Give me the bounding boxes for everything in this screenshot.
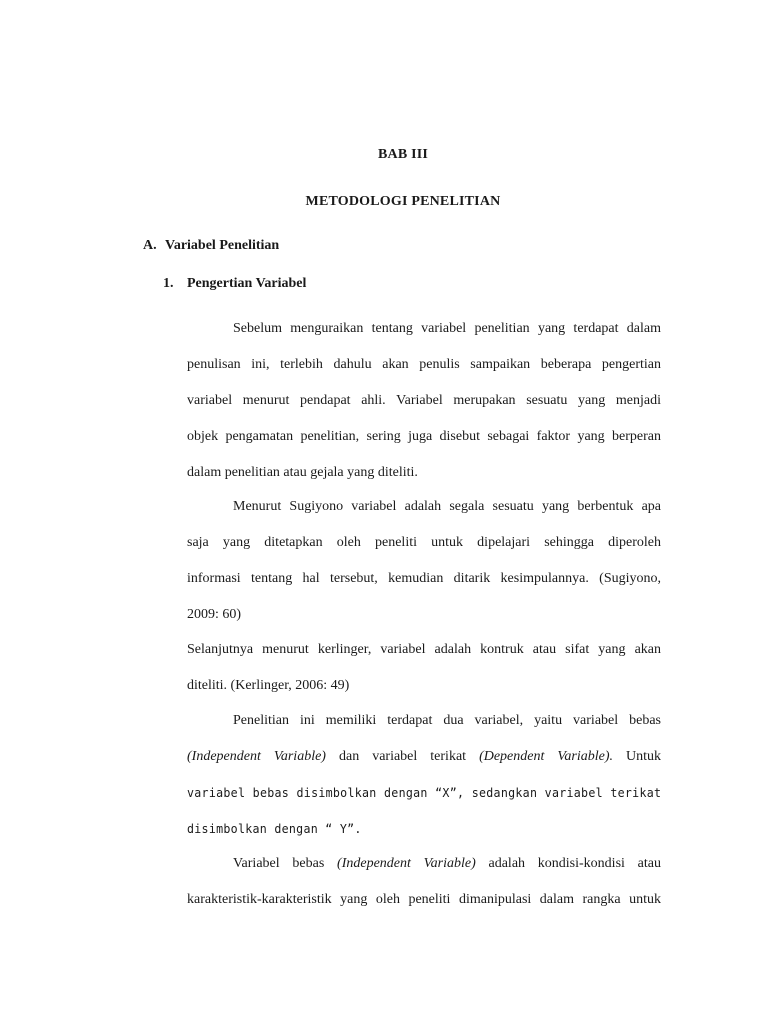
section-marker: A. (143, 238, 157, 253)
italic-term: (Dependent Variable). (479, 749, 613, 764)
chapter-heading: BAB III (377, 147, 429, 162)
text-line: Sebelum menguraikan tentang variabel penelitian yang terdapat dalam (233, 321, 661, 336)
italic-term: (Independent Variable) (337, 856, 476, 871)
text-line: informasi tentang hal tersebut, kemudian ditarik kesimpulannya. (Sugiyono, (187, 571, 661, 586)
section-heading-a (143, 238, 279, 254)
subsection-marker: 1. (163, 276, 174, 291)
text-line: variabel bebas disimbolkan dengan “X”, sedangkan variabel terikat (187, 785, 662, 800)
text-line: saja yang ditetapkan oleh peneliti untuk dipelajari sehingga diperoleh (187, 535, 661, 550)
text-line: dalam penelitian atau gejala yang diteliti. (187, 465, 418, 480)
text-line: objek pengamatan penelitian, sering juga disebut sebagai faktor yang berperan (187, 429, 661, 444)
subsection-heading-1 (163, 276, 306, 292)
text-line: diteliti. (Kerlinger, 2006: 49) (187, 678, 350, 693)
paragraph-1 (187, 320, 661, 500)
text-line: Menurut Sugiyono variabel adalah segala sesuatu yang berbentuk apa (233, 499, 661, 514)
text-segment: Untuk (612, 749, 661, 764)
text-line: 2009: 60) (187, 607, 242, 622)
italic-term: (Independent Variable) (187, 749, 326, 764)
text-line: variabel menurut pendapat ahli. Variabel merupakan sesuatu yang menjadi (187, 393, 661, 408)
section-title: Variabel Penelitian (165, 238, 280, 253)
text-segment: Variabel bebas (233, 856, 338, 871)
text-line (187, 855, 661, 891)
subsection-title: Pengertian Variabel (187, 276, 307, 291)
text-line: Selanjutnya menurut kerlinger, variabel adalah kontruk atau sifat yang akan (187, 642, 661, 657)
paragraph-2 (187, 498, 661, 642)
text-line (187, 748, 661, 784)
text-line: Penelitian ini memiliki terdapat dua variabel, yaitu variabel bebas (233, 713, 661, 728)
paragraph-4 (187, 712, 661, 856)
text-line: karakteristik-karakteristik yang oleh peneliti dimanipulasi dalam rangka untuk (187, 892, 661, 907)
text-segment: dan variabel terikat (325, 749, 480, 764)
text-segment: adalah kondisi-kondisi atau (475, 856, 661, 871)
text-line: penulisan ini, terlebih dahulu akan penulis sampaikan beberapa pengertian (187, 357, 661, 372)
paragraph-3 (187, 641, 661, 713)
chapter-title: METODOLOGI PENELITIAN (305, 194, 501, 209)
text-line: disimbolkan dengan “ Y”. (187, 821, 362, 836)
paragraph-5 (187, 855, 661, 927)
